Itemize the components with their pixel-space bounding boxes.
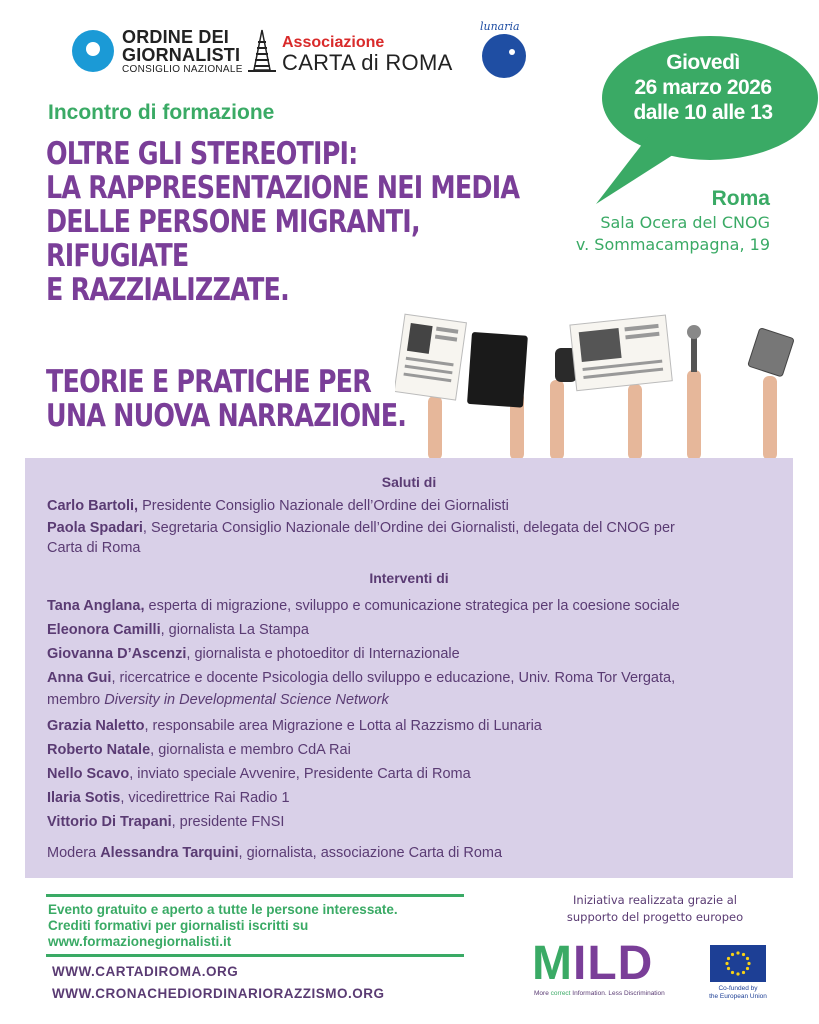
network-name: Diversity in Developmental Science Network <box>104 692 389 708</box>
support-text <box>540 892 770 926</box>
intervento-item-9 <box>47 812 785 832</box>
eu-logo <box>710 945 766 1005</box>
venue-city: Roma <box>711 187 770 210</box>
intervento-item-5 <box>47 716 785 736</box>
title-line-3: DELLE PERSONE MIGRANTI, <box>46 204 420 240</box>
title2-line-1: TEORIE E PRATICHE PER <box>46 364 371 400</box>
eu-flag-icon <box>710 945 766 982</box>
speaker-name: Nello Scavo <box>47 766 130 782</box>
intervento-item-4 <box>47 668 785 688</box>
odg-logo <box>72 28 247 76</box>
speaker-role: , vicedirettrice Rai Radio 1 <box>120 790 290 806</box>
speaker-role: , inviato speciale Avvenire, Presidente Carta di Roma <box>129 766 471 782</box>
tower-icon <box>246 28 278 72</box>
interventi-heading: Interventi di <box>369 570 449 586</box>
title-line-2: LA RAPPRESENTAZIONE NEI MEDIA <box>46 170 520 206</box>
free-line-2: Crediti formativi per giornalisti iscritti su <box>48 918 309 933</box>
moderator-line <box>47 843 785 863</box>
carta-di-roma-logo <box>246 28 466 76</box>
intervento-item-7 <box>47 764 785 784</box>
divider-top <box>46 894 464 897</box>
moderator-prefix: Modera <box>47 845 101 861</box>
intervento-item-3 <box>47 644 785 664</box>
role-prefix: membro <box>47 692 105 708</box>
title-line-1: OLTRE GLI STEREOTIPI: <box>46 136 358 172</box>
intervento-item-1 <box>47 596 785 616</box>
support-line-1: Iniziativa realizzata grazie al <box>573 893 737 907</box>
speaker-role: , giornalista e membro CdA Rai <box>150 742 351 758</box>
url-cronache[interactable]: WWW.CRONACHEDIORDINARIORAZZISMO.ORG <box>52 986 385 1001</box>
saluti-item-2-cont: Carta di Roma <box>47 540 141 556</box>
date-value: 26 marzo 2026 <box>634 76 772 99</box>
speaker-name: Vittorio Di Trapani <box>47 814 172 830</box>
speaker-name: Ilaria Sotis <box>47 790 121 806</box>
formazione-link[interactable]: www.formazionegiornalisti.it <box>48 934 232 949</box>
lunaria-word: lunaria <box>480 20 520 33</box>
speaker-role: , Segretaria Consiglio Nazionale dell’Ordine dei Giornalisti, delegata del CNOG per <box>142 520 675 536</box>
intervento-item-8 <box>47 788 785 808</box>
odg-sub: CONSIGLIO NAZIONALE <box>122 64 243 75</box>
speaker-name: Eleonora Camilli <box>47 622 161 638</box>
date-day: Giovedì <box>666 51 740 74</box>
moderator-role: , giornalista, associazione Carta di Roma <box>238 845 503 861</box>
speaker-role: , giornalista La Stampa <box>160 622 309 638</box>
saluti-heading: Saluti di <box>381 474 437 490</box>
saluti-item-2 <box>47 518 785 538</box>
venue-name: Sala Ocera del CNOG <box>600 213 770 232</box>
cdr-line2: CARTA di ROMA <box>282 50 453 75</box>
saluti-item-1 <box>47 496 785 516</box>
event-subtitle: Incontro di formazione <box>48 101 275 124</box>
divider-bottom <box>46 954 464 957</box>
mild-m: M <box>532 937 573 990</box>
program-panel <box>25 458 793 878</box>
intervento-item-4-cont <box>47 690 785 710</box>
support-line-2: supporto del progetto europeo <box>566 910 744 924</box>
url-cartadiroma[interactable]: WWW.CARTADIROMA.ORG <box>52 964 239 979</box>
eu-caption: Co-funded by the European Union <box>709 985 767 1000</box>
speaker-name: Carlo Bartoli, <box>47 498 139 514</box>
speaker-name: Grazia Naletto <box>47 718 145 734</box>
speaker-role: esperta di migrazione, sviluppo e comunicazione strategica per la coesione sociale <box>144 598 680 614</box>
venue-address: v. Sommacampagna, 19 <box>575 235 770 254</box>
odg-circle-icon <box>72 30 114 72</box>
speaker-role: , responsabile area Migrazione e Lotta al Razzismo di Lunaria <box>144 718 542 734</box>
hands-holding-media-illustration <box>395 312 805 460</box>
cdr-line1: Associazione <box>282 34 385 51</box>
speaker-role: Presidente Consiglio Nazionale dell’Ordine dei Giornalisti <box>138 498 509 514</box>
speaker-role: , presidente FNSI <box>171 814 285 830</box>
mild-tagline: More correct Information. Less Discrimination <box>534 990 665 997</box>
title2-line-2: UNA NUOVA NARRAZIONE. <box>46 398 407 434</box>
mild-logo <box>532 937 682 1002</box>
date-text <box>606 50 800 125</box>
intervento-item-6 <box>47 740 785 760</box>
free-line-1: Evento gratuito e aperto a tutte le persone interessate. <box>48 902 398 917</box>
intervento-item-2 <box>47 620 785 640</box>
speaker-role: , giornalista e photoeditor di Internazionale <box>186 646 460 662</box>
speaker-name: Roberto Natale <box>47 742 151 758</box>
odg-line2: GIORNALISTI <box>122 45 241 65</box>
title-line-4: RIFUGIATE <box>46 238 189 274</box>
odg-line1: ORDINE DEI <box>122 27 230 47</box>
speaker-name: Anna Gui <box>47 670 112 686</box>
free-event-text <box>48 902 468 950</box>
speaker-role: , ricercatrice e docente Psicologia dello sviluppo e educazione, Univ. Roma Tor Vergata, <box>111 670 676 686</box>
speaker-name: Paola Spadari <box>47 520 143 536</box>
speaker-name: Giovanna D’Ascenzi <box>47 646 187 662</box>
speaker-name: Tana Anglana, <box>47 598 145 614</box>
lunaria-logo <box>474 22 530 80</box>
title-line-5: E RAZZIALIZZATE. <box>46 272 289 308</box>
time-value: dalle 10 alle 13 <box>633 101 773 124</box>
mild-rest: ILD <box>572 937 654 990</box>
moderator-name: Alessandra Tarquini <box>100 845 239 861</box>
